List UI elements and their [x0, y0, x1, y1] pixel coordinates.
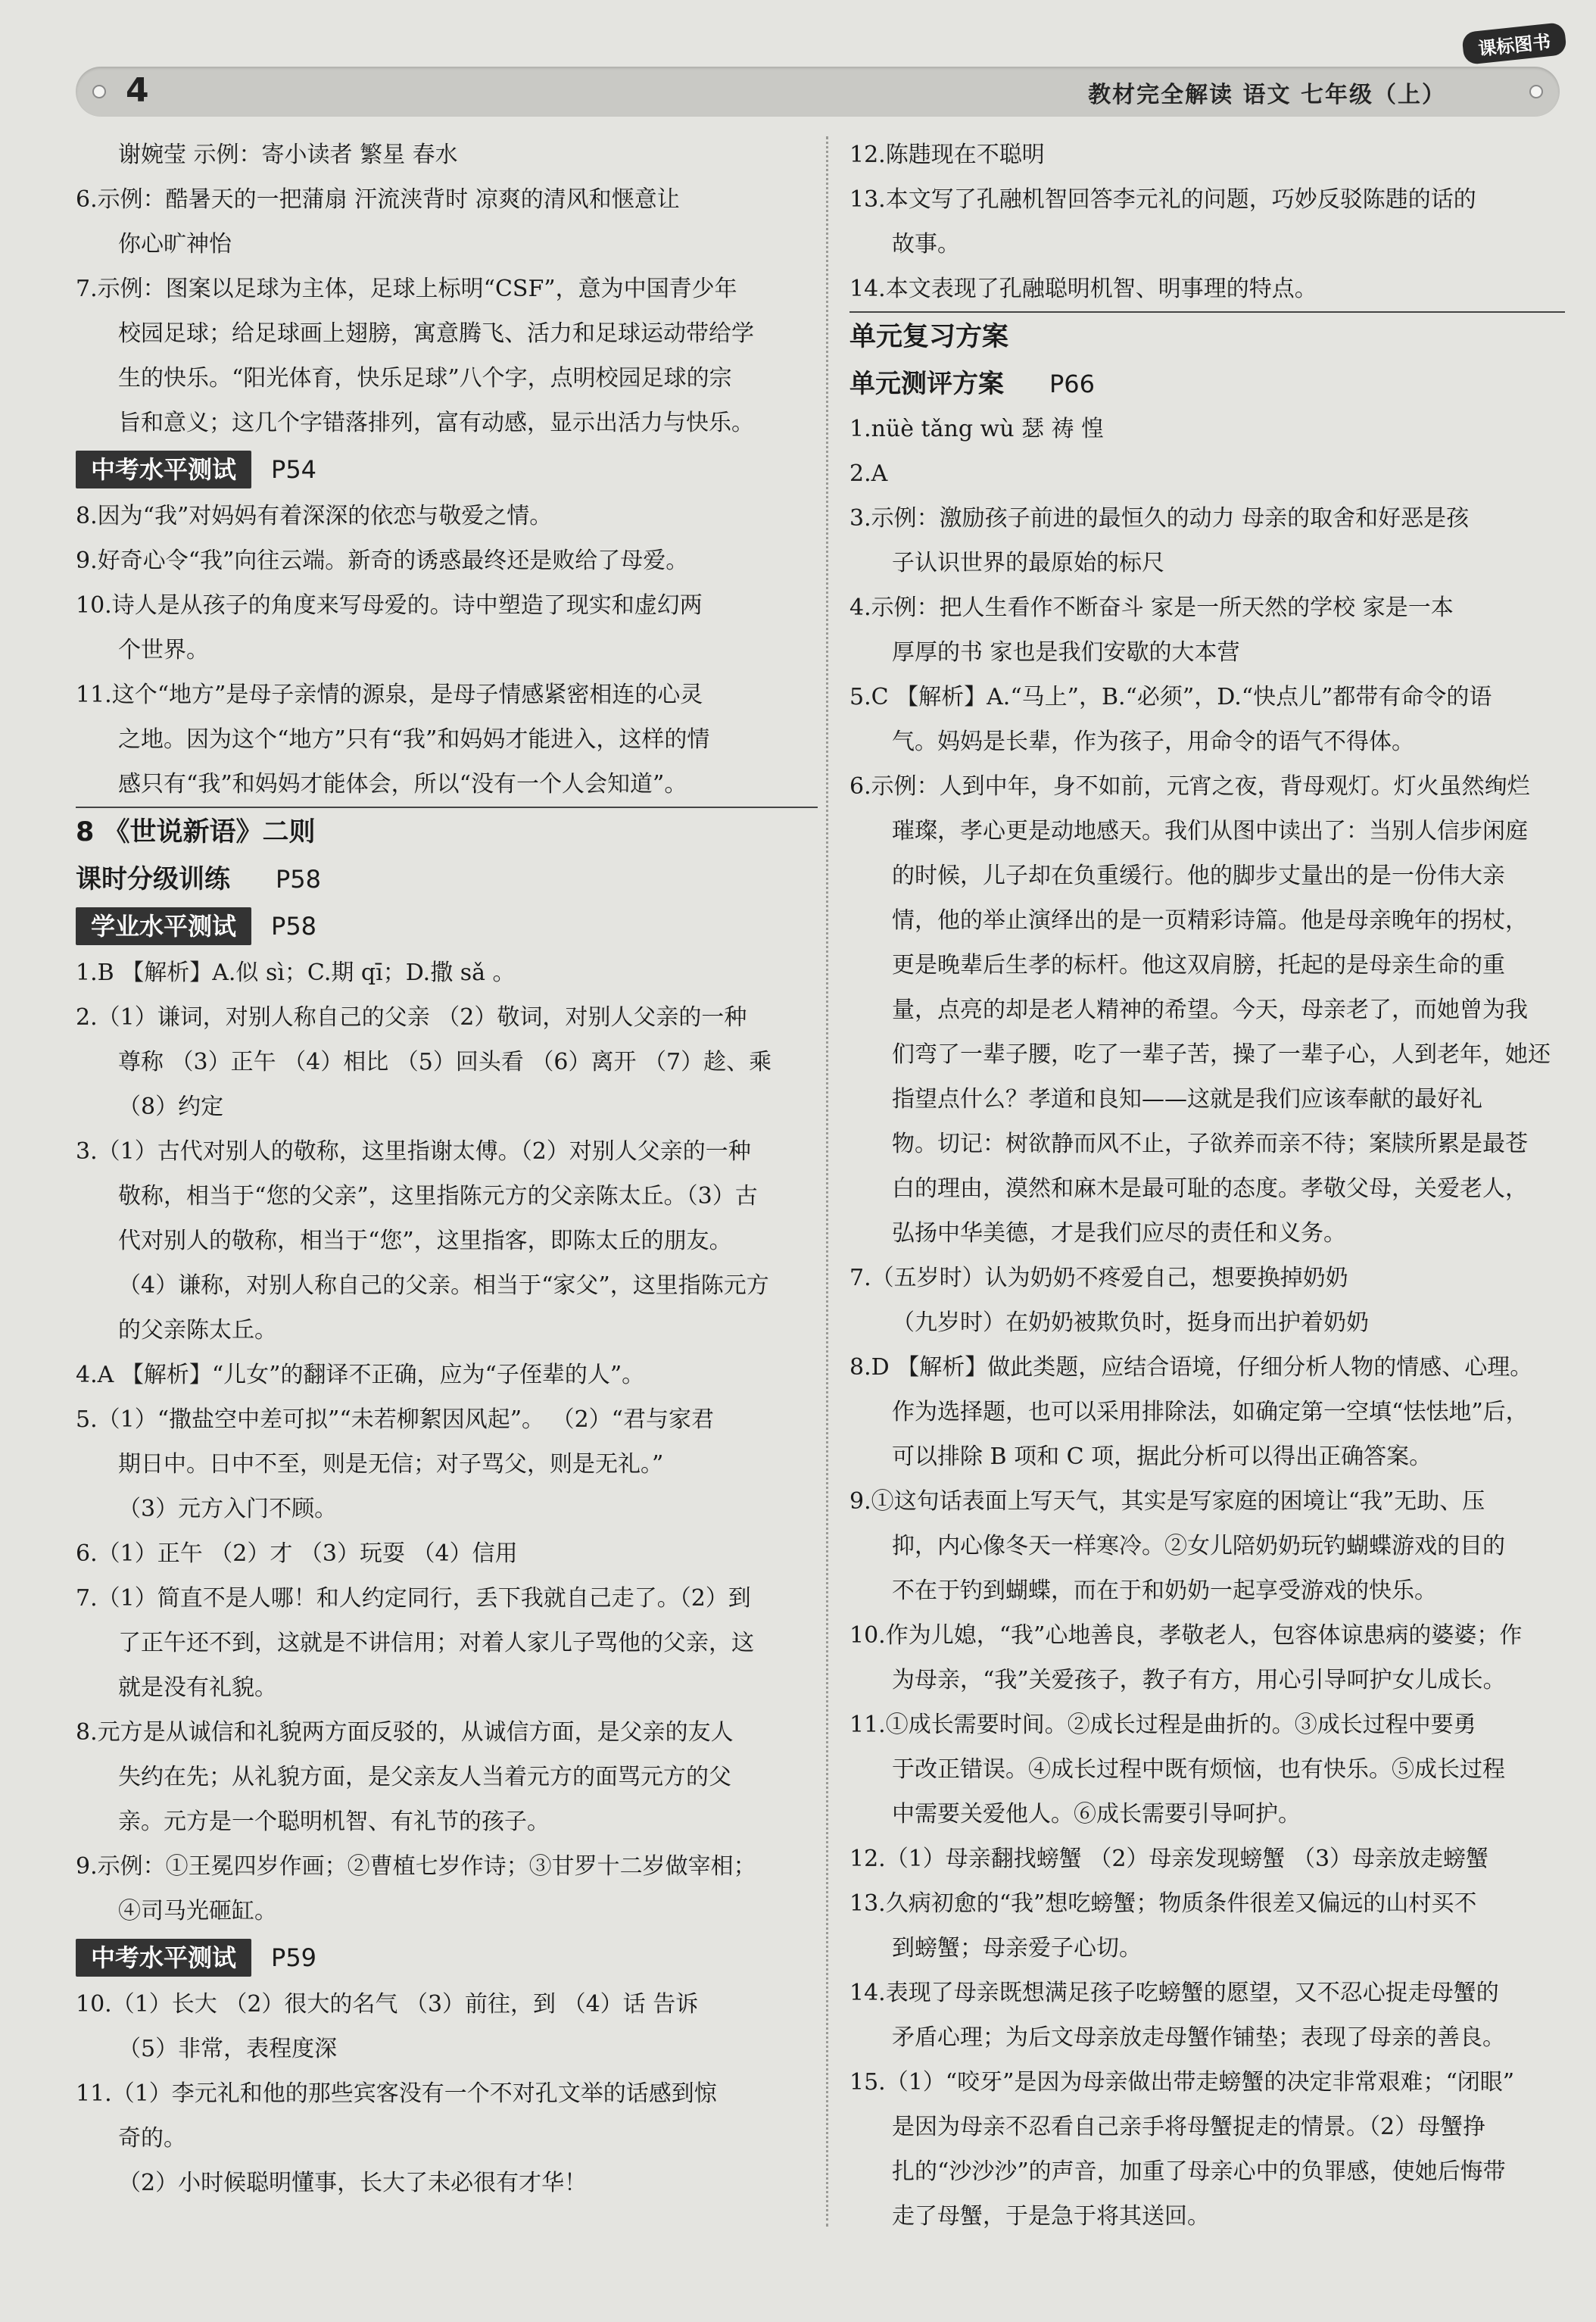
section-tag: 学业水平测试 — [76, 907, 251, 945]
text-line: 指望点什么？孝道和良知——这就是我们应该奉献的最好礼 — [892, 1086, 1482, 1113]
text-line: 9.①这句话表面上写天气，其实是写家庭的困境让“我”无助、压 — [849, 1488, 1485, 1515]
section-page-ref: P54 — [271, 455, 317, 484]
text-line: 中需要关爱他人。⑥成长需要引导呵护。 — [892, 1801, 1301, 1827]
text-line: （3）元方入门不顾。 — [118, 1496, 338, 1522]
text-line: 10.（1）长大 （2）很大的名气 （3）前往，到 （4）话 告诉 — [76, 1991, 699, 2018]
text-line: 1.nüè tǎng wù 瑟 祷 惶 — [849, 416, 1105, 442]
text-line: 3.（1）古代对别人的敬称，这里指谢太傅。（2）对别人父亲的一种 — [76, 1138, 751, 1165]
section-tag: 中考水平测试 — [76, 1939, 251, 1977]
text-line: 6.（1）正午 （2）才 （3）玩耍 （4）信用 — [76, 1540, 518, 1567]
text-line: 奇的。 — [118, 2125, 186, 2152]
page-number: 4 — [126, 71, 149, 110]
text-line: 9.示例：①王冕四岁作画；②曹植七岁作诗；③甘罗十二岁做宰相； — [76, 1853, 756, 1880]
text-line: 代对别人的敬称，相当于“您”，这里指客，即陈太丘的朋友。 — [118, 1228, 732, 1254]
unit-test-page-ref: P66 — [1049, 370, 1096, 398]
text-line: 13.久病初愈的“我”想吃螃蟹；物质条件很差又偏远的山村买不 — [849, 1890, 1477, 1917]
text-line: 8.因为“我”对妈妈有着深深的依恋与敬爱之情。 — [76, 503, 553, 529]
text-line: 为母亲，“我”关爱孩子，教子有方，用心引导呵护女儿成长。 — [892, 1667, 1506, 1693]
text-line: 11.①成长需要时间。②成长过程是曲折的。③成长过程中要勇 — [849, 1712, 1476, 1738]
text-line: 不在于钓到蝴蝶，而在于和奶奶一起享受游戏的快乐。 — [892, 1578, 1437, 1604]
text-line: 作为选择题，也可以采用排除法，如确定第一空填“怯怯地”后， — [892, 1399, 1529, 1425]
unit-test-title-text: 单元测评方案 — [849, 369, 1004, 399]
training-page-ref: P58 — [276, 865, 322, 894]
header-right-dot — [1529, 85, 1543, 98]
text-line: 是因为母亲不忍看自己亲手将母蟹捉走的情景。（2）母蟹挣 — [892, 2114, 1486, 2140]
text-line: 失约在先；从礼貌方面，是父亲友人当着元方的面骂元方的父 — [118, 1764, 731, 1790]
text-line: （2）小时候聪明懂事，长大了未必很有才华！ — [118, 2170, 588, 2196]
text-line: ④司马光砸缸。 — [118, 1898, 277, 1924]
section-tag-row — [76, 902, 818, 950]
text-line: 期日中。日中不至，则是无信；对子骂父，则是无礼。” — [118, 1451, 664, 1478]
text-line: 气。妈妈是长辈，作为孩子，用命令的语气不得体。 — [892, 729, 1414, 755]
text-line: 物。切记：树欲静而风不止，子欲养而亲不待；案牍所累是最苍 — [892, 1131, 1528, 1157]
text-line: 2.A — [849, 460, 888, 487]
section-page-ref: P58 — [271, 912, 317, 941]
text-line: 的父亲陈太丘。 — [118, 1317, 277, 1344]
training-title — [76, 857, 818, 902]
book-title: 教材完全解读 语文 七年级（上） — [1088, 82, 1446, 108]
text-line: （5）非常，表程度深 — [118, 2036, 338, 2062]
text-line: 于改正错误。④成长过程中既有烦恼，也有快乐。⑤成长过程 — [892, 1756, 1505, 1783]
text-line: 10.诗人是从孩子的角度来写母爱的。诗中塑造了现实和虚幻两 — [76, 592, 703, 619]
text-line: 可以排除 B 项和 C 项，据此分析可以得出正确答案。 — [892, 1443, 1432, 1470]
text-line: 8.D 【解析】做此类题，应结合语境，仔细分析人物的情感、心理。 — [849, 1354, 1533, 1381]
text-line: 旨和意义；这几个字错落排列，富有动感，显示出活力与快乐。 — [118, 410, 754, 436]
column-divider — [826, 136, 828, 2227]
text-line: 走了母蟹，于是急于将其送回。 — [892, 2203, 1210, 2230]
text-line: 12.（1）母亲翻找螃蟹 （2）母亲发现螃蟹 （3）母亲放走螃蟹 — [849, 1846, 1489, 1872]
lesson-title: 8 《世说新语》二则 — [76, 807, 818, 857]
section-tag: 中考水平测试 — [76, 451, 251, 488]
text-line: 15.（1）“咬牙”是因为母亲做出带走螃蟹的决定非常艰难；“闭眼” — [849, 2069, 1515, 2096]
text-line: 生的快乐。“阳光体育，快乐足球”八个字，点明校园足球的宗 — [118, 365, 732, 392]
page-header — [76, 67, 1560, 117]
text-line: 10.作为儿媳，“我”心地善良，孝敬老人，包容体谅患病的婆婆；作 — [849, 1622, 1523, 1649]
text-line: 3.示例：激励孩子前进的最恒久的动力 母亲的取舍和好恶是孩 — [849, 505, 1470, 532]
text-line: 抑，内心像冬天一样寒冷。②女儿陪奶奶玩钓蝴蝶游戏的目的 — [892, 1533, 1505, 1559]
left-column — [76, 133, 818, 2205]
text-line: 个世界。 — [118, 637, 209, 663]
text-line: 的时候，儿子却在负重缓行。他的脚步丈量出的是一份伟大亲 — [892, 863, 1505, 889]
text-line: （4）谦称，对别人称自己的父亲。相当于“家父”，这里指陈元方 — [118, 1272, 769, 1299]
text-line: 13.本文写了孔融机智回答李元礼的问题，巧妙反驳陈韪的话的 — [849, 186, 1476, 213]
text-line: 感只有“我”和妈妈才能体会，所以“没有一个人会知道”。 — [118, 771, 687, 797]
text-line: 璀璨，孝心更是动地感天。我们从图中读出了：当别人信步闲庭 — [892, 818, 1528, 844]
text-line: 白的理由，漠然和麻木是最可耻的态度。孝敬父母，关爱老人， — [892, 1175, 1528, 1202]
text-line: 4.示例：把人生看作不断奋斗 家是一所天然的学校 家是一本 — [849, 595, 1454, 621]
header-left-dot — [92, 85, 106, 98]
text-line: 11.（1）李元礼和他的那些宾客没有一个不对孔文举的话感到惊 — [76, 2080, 717, 2107]
text-line: 厚厚的书 家也是我们安歇的大本营 — [892, 639, 1240, 666]
text-line: 尊称 （3）正午 （4）相比 （5）回头看 （6）离开 （7）趁、乘 — [118, 1049, 772, 1075]
text-line: 7.（1）简直不是人哪！和人约定同行，丢下我就自己走了。（2）到 — [76, 1585, 751, 1612]
text-line: 7.（五岁时）认为奶奶不疼爱自己，想要换掉奶奶 — [849, 1265, 1348, 1291]
text-line: 5.（1）“撒盐空中差可拟”“未若柳絮因风起”。 （2）“君与家君 — [76, 1406, 715, 1433]
unit-test-title — [849, 361, 1565, 407]
text-line: 更是晚辈后生孝的标杆。他这双肩膀，托起的是母亲生命的重 — [892, 952, 1505, 978]
section-page-ref: P59 — [271, 1943, 317, 1972]
text-line: 11.这个“地方”是母子亲情的源泉，是母子情感紧密相连的心灵 — [76, 682, 703, 708]
text-line: 4.A 【解析】“儿女”的翻译不正确，应为“子侄辈的人”。 — [76, 1362, 645, 1388]
unit-review-title: 单元复习方案 — [849, 311, 1565, 361]
text-line: 量，点亮的却是老人精神的希望。今天，母亲老了，而她曾为我 — [892, 997, 1528, 1023]
training-title-text: 课时分级训练 — [76, 864, 230, 894]
text-line: 6.示例：酷暑天的一把蒲扇 汗流浃背时 凉爽的清风和惬意让 — [76, 186, 680, 213]
text-line: 12.陈韪现在不聪明 — [849, 142, 1045, 168]
text-line: 之地。因为这个“地方”只有“我”和妈妈才能进入，这样的情 — [118, 726, 710, 753]
text-line: 敬称，相当于“您的父亲”，这里指陈元方的父亲陈太丘。（3）古 — [118, 1183, 758, 1209]
text-line: 情，他的举止演绎出的是一页精彩诗篇。他是母亲晚年的拐杖， — [892, 907, 1528, 934]
text-line: 7.示例：图案以足球为主体，足球上标明“CSF”，意为中国青少年 — [76, 276, 737, 302]
text-line: 弘扬中华美德，才是我们应尽的责任和义务。 — [892, 1220, 1346, 1247]
text-line: 你心旷神怡 — [118, 231, 232, 257]
text-line: 到螃蟹；母亲爱子心切。 — [892, 1935, 1142, 1962]
text-line: （8）约定 — [118, 1094, 224, 1120]
text-line: 矛盾心理；为后文母亲放走母蟹作铺垫；表现了母亲的善良。 — [892, 2024, 1505, 2051]
brand-badge: 课标图书 — [1461, 22, 1567, 65]
text-line: 亲。元方是一个聪明机智、有礼节的孩子。 — [118, 1809, 550, 1835]
text-line: 子认识世界的最原始的标尺 — [892, 550, 1164, 576]
text-line: 6.示例：人到中年，身不如前，元宵之夜，背母观灯。灯火虽然绚烂 — [849, 773, 1530, 800]
text-line: 就是没有礼貌。 — [118, 1674, 277, 1701]
right-column — [849, 133, 1565, 2239]
text-line: 们弯了一辈子腰，吃了一辈子苦，操了一辈子心，人到老年，她还 — [892, 1041, 1551, 1068]
text-line: （九岁时）在奶奶被欺负时，挺身而出护着奶奶 — [892, 1309, 1369, 1336]
text-line: 扎的“沙沙沙”的声音，加重了母亲心中的负罪感，使她后悔带 — [892, 2158, 1506, 2185]
section-tag-row — [76, 1933, 818, 1982]
text-line: 故事。 — [892, 231, 960, 257]
text-line: 1.B 【解析】A.似 sì；C.期 qī；D.撒 sǎ 。 — [76, 960, 516, 986]
section-tag-row — [76, 445, 818, 494]
text-line: 8.元方是从诚信和礼貌两方面反驳的，从诚信方面，是父亲的友人 — [76, 1719, 734, 1746]
text-line: 校园足球；给足球画上翅膀，寓意腾飞、活力和足球运动带给学 — [118, 320, 754, 347]
text-line: 9.好奇心令“我”向往云端。新奇的诱惑最终还是败给了母爱。 — [76, 548, 689, 574]
text-line: 14.本文表现了孔融聪明机智、明事理的特点。 — [849, 276, 1317, 302]
text-line: 14.表现了母亲既想满足孩子吃螃蟹的愿望，又不忍心捉走母蟹的 — [849, 1980, 1499, 2006]
text-line: 2.（1）谦词，对别人称自己的父亲 （2）敬词，对别人父亲的一种 — [76, 1004, 747, 1031]
text-line: 谢婉莹 示例：寄小读者 繁星 春水 — [118, 142, 458, 168]
text-line: 了正午还不到，这就是不讲信用；对着人家儿子骂他的父亲，这 — [118, 1630, 754, 1656]
text-line: 5.C 【解析】A.“马上”，B.“必须”，D.“快点儿”都带有命令的语 — [849, 684, 1492, 710]
